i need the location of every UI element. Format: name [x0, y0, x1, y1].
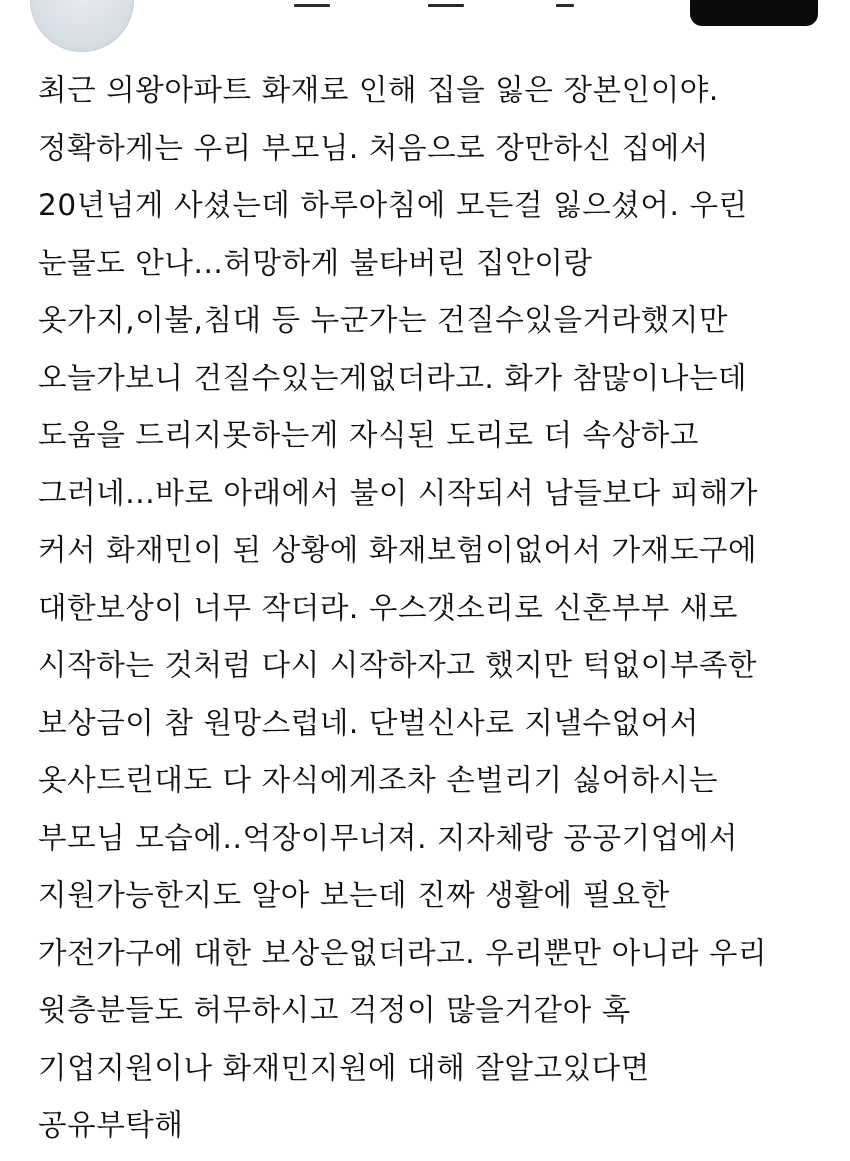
post-line: 그러네...바로 아래에서 불이 시작되서 남들보다 피해가: [38, 475, 758, 510]
post-line: 정확하게는 우리 부모님. 처음으로 장만하신 집에서: [38, 130, 709, 165]
post-line: 오늘가보니 건질수있는게없더라고. 화가 참많이나는데: [38, 360, 748, 395]
post-line: 가전가구에 대한 보상은없더라고. 우리뿐만 아니라 우리: [38, 935, 768, 970]
post-line: 윗층분들도 허무하시고 걱정이 많을거같아 혹: [38, 993, 631, 1027]
post-header: [0, 0, 850, 40]
post-line: 눈물도 안나...허망하게 불타버린 집안이랑: [38, 245, 593, 280]
post-line: 공유부탁해: [38, 1108, 184, 1142]
post-line: 부모님 모습에..억장이무너져. 지자체랑 공공기업에서: [38, 820, 738, 855]
post-line: 보상금이 참 원망스럽네. 단벌신사로 지낼수없어서: [38, 705, 699, 740]
follow-button[interactable]: [690, 0, 818, 26]
post-line: 옷가지,이불,침대 등 누군가는 건질수있을거라했지만: [38, 303, 729, 337]
post-line: 20년넘게 사셨는데 하루아침에 모든걸 잃으셨어. 우린: [38, 188, 748, 222]
post-line: 지원가능한지도 알아 보는데 진짜 생활에 필요한: [38, 878, 670, 912]
post-line: 옷사드린대도 다 자식에게조차 손벌리기 싫어하시는: [38, 763, 719, 797]
post-line: 커서 화재민이 된 상황에 화재보험이없어서 가재도구에: [38, 533, 758, 567]
post-line: 시작하는 것처럼 다시 시작하자고 했지만 턱없이부족한: [38, 648, 758, 682]
avatar[interactable]: [30, 0, 134, 52]
post-line: 최근 의왕아파트 화재로 인해 집을 잃은 장본인이야.: [38, 73, 719, 107]
post-text: [38, 68, 838, 1161]
post-line: 도움을 드리지못하는게 자식된 도리로 더 속상하고: [38, 418, 699, 452]
post-line: 대한보상이 너무 작더라. 우스갯소리로 신혼부부 새로: [38, 590, 738, 625]
author-name[interactable]: [290, 0, 590, 20]
post-line: 기업지원이나 화재민지원에 대해 잘알고있다면: [38, 1050, 650, 1085]
